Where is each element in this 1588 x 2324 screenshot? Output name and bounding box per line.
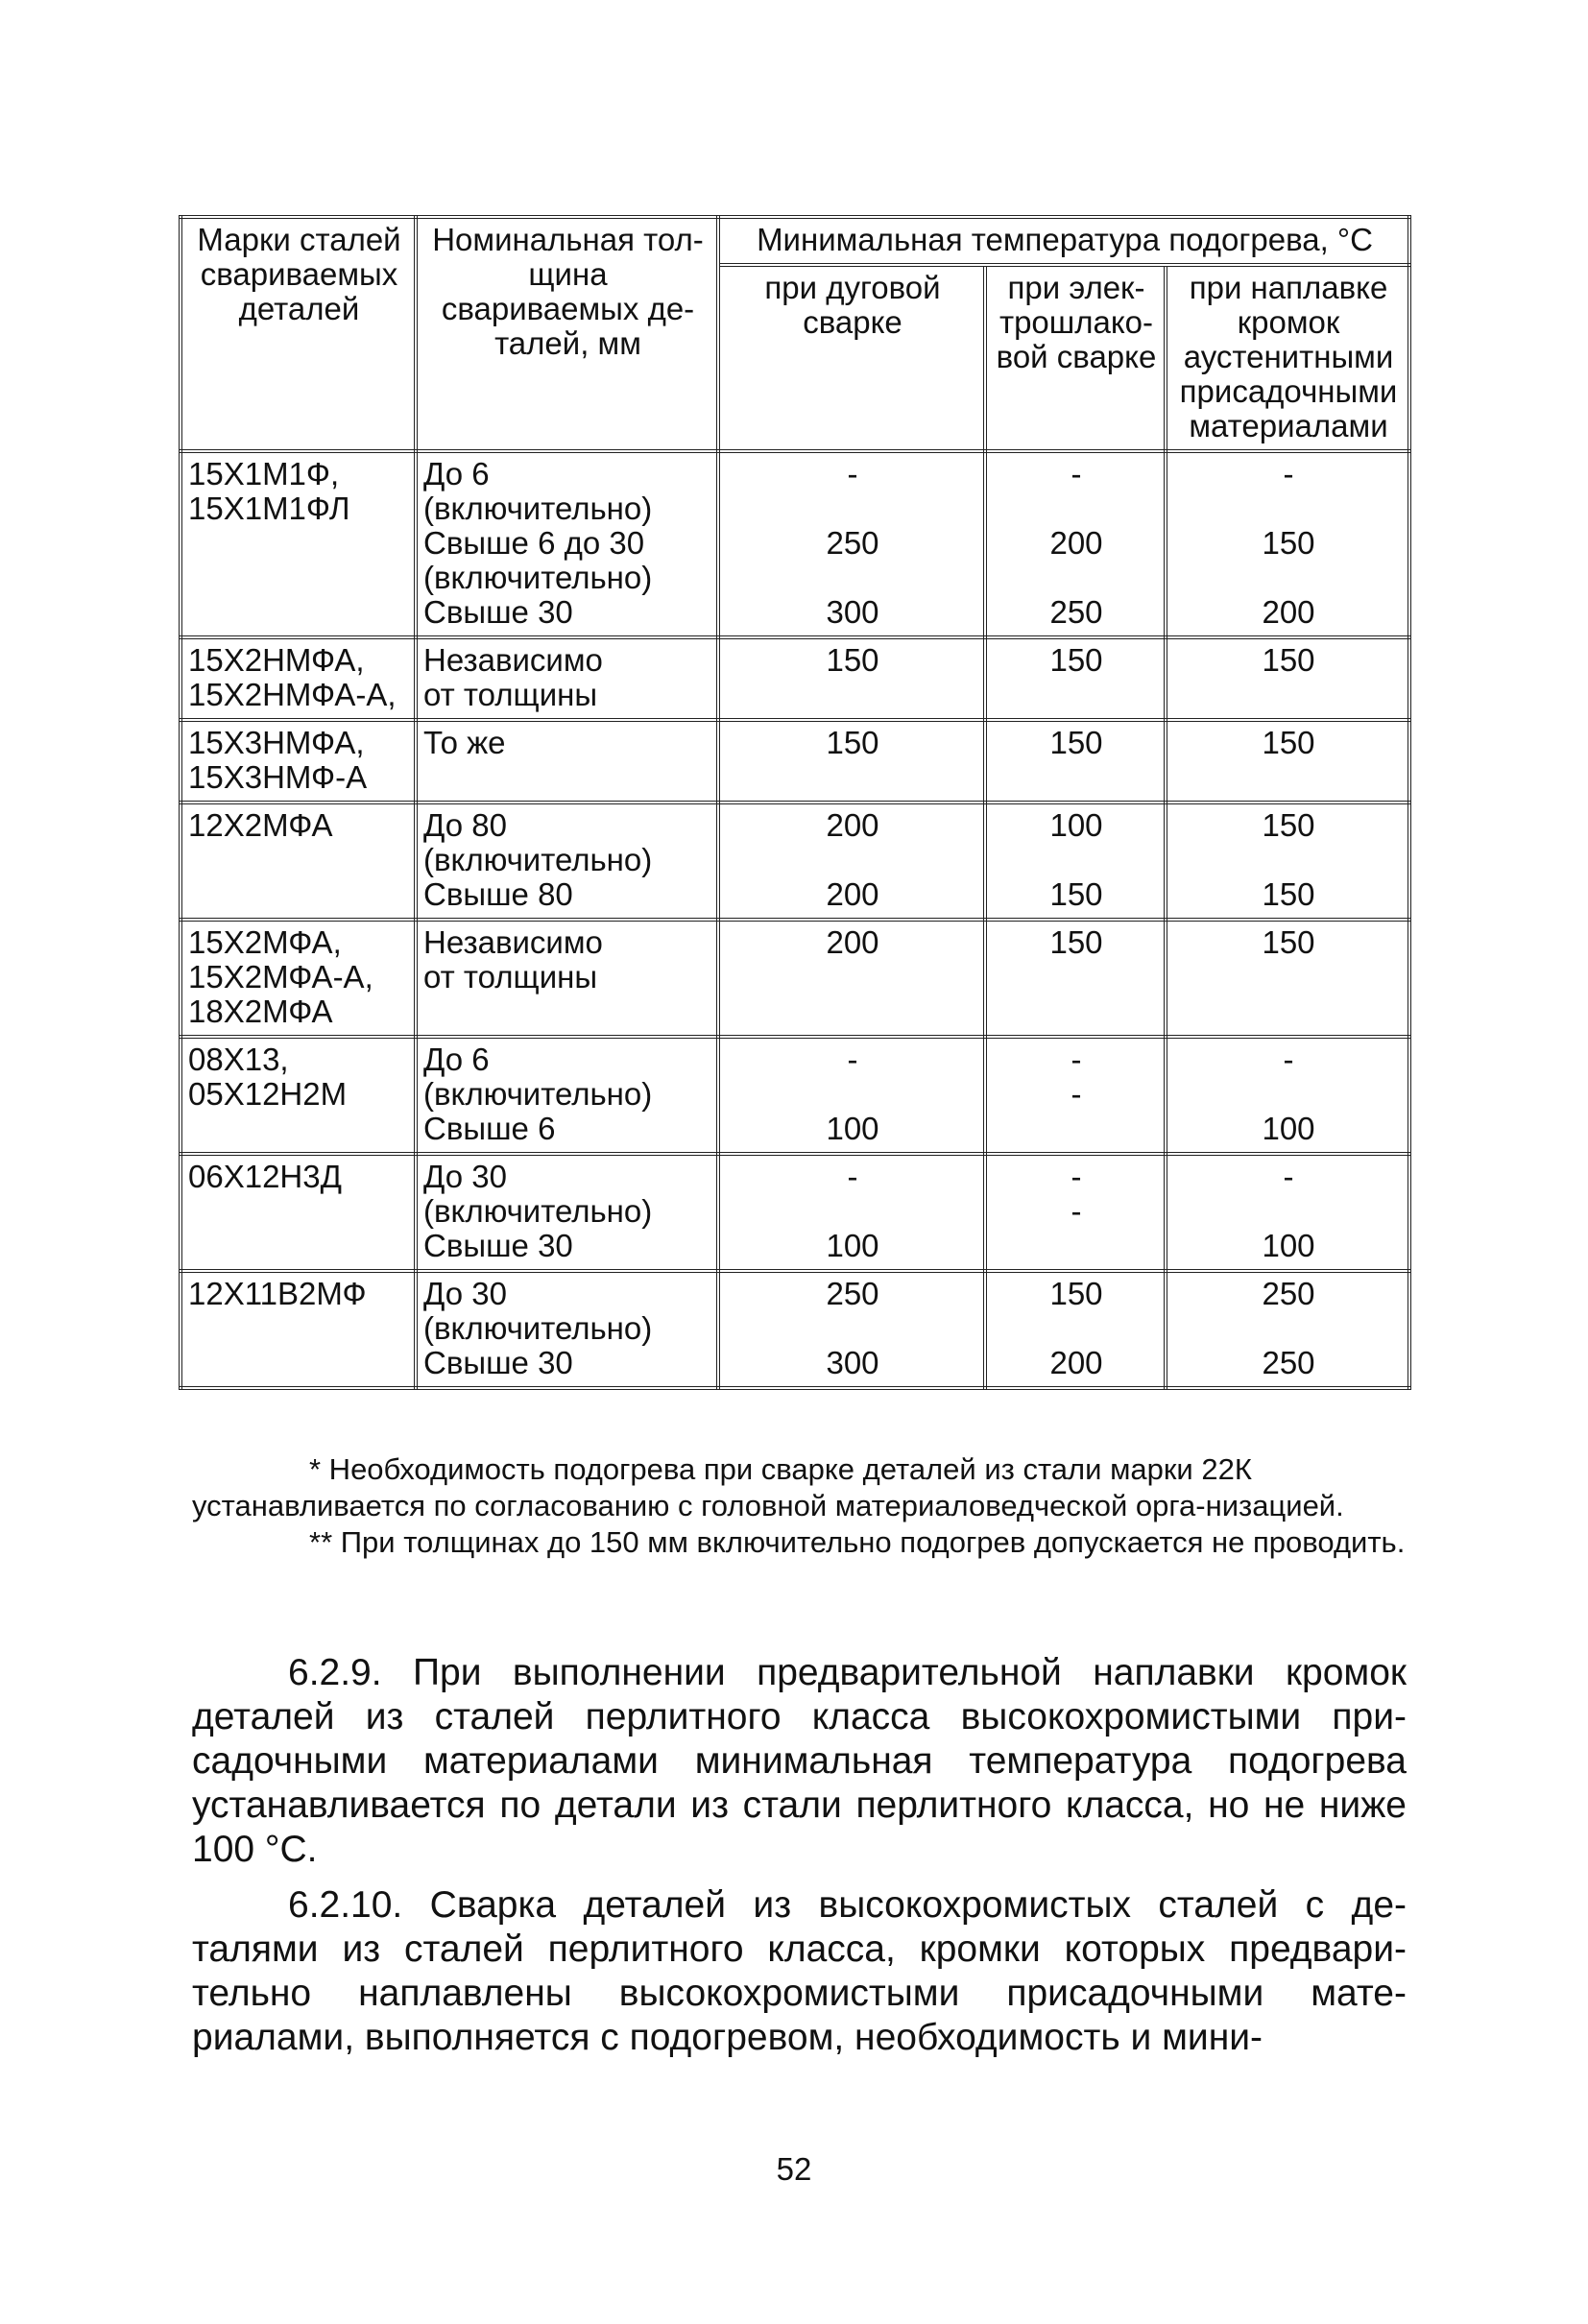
cell-text-line: 15Х2НМФА-А, (188, 677, 397, 712)
cell-text-line: 12Х11В2МФ (188, 1276, 367, 1311)
temperature-value: 150 (1049, 1276, 1103, 1311)
temperature-value: 100 (826, 1111, 879, 1146)
header-arc-welding: при дуговой сварке (718, 265, 985, 451)
cell-text-line: от толщины (423, 677, 598, 712)
arc-temp-cell (718, 920, 985, 1037)
temperature-value: 150 (1049, 876, 1103, 912)
preheat-table (179, 215, 1411, 1390)
arc-temp-cell (718, 1271, 985, 1388)
cell-text-line: До 6 (423, 456, 490, 491)
temperature-value: - (1071, 1193, 1082, 1229)
temperature-value: 300 (826, 1345, 879, 1380)
cell-text-line: (включительно) (423, 560, 653, 595)
temperature-value: - (1071, 1076, 1082, 1112)
footnote-2: ** При толщинах до 150 мм включительно подогрев допускается не проводить. (309, 1525, 1406, 1559)
steel-grade-cell (180, 920, 416, 1037)
cell-text-line: (включительно) (423, 1310, 653, 1346)
temperature-value (726, 1194, 979, 1229)
cell-text-line: Свыше 6 (423, 1111, 556, 1146)
header-electroslag-welding: при элек- трошлако- вой сварке (985, 265, 1166, 451)
table-row (180, 1037, 1409, 1154)
cell-text-line: (включительно) (423, 842, 653, 877)
temperature-value: 200 (826, 807, 879, 843)
arc-temp-cell (718, 1037, 985, 1154)
temperature-value (993, 1229, 1160, 1263)
cladding-temp-cell (1166, 720, 1409, 803)
thickness-cell (416, 1271, 718, 1388)
paragraph-6-2-10: 6.2.10. Сварка деталей из высокохромистых сталей с де-талями из сталей перлитного класса, кромки которых предвари-тельно наплавлены высокохромистыми присадочными мате-риалами, выполняется с подогревом, необходимость и мини- (192, 1884, 1407, 2058)
temperature-value (993, 561, 1160, 595)
temperature-value: 250 (1262, 1276, 1315, 1311)
footnote-1: * Необходимость подогрева при сварке деталей из стали марки 22К устанавливается по согласованию с головной материаловедческой орга-низацией. (192, 1452, 1344, 1522)
thickness-cell (416, 920, 718, 1037)
temperature-value: - (1071, 456, 1082, 491)
cell-text-line: Независимо (423, 924, 603, 960)
steel-grade-cell (180, 637, 416, 720)
electroslag-temp-cell (985, 1037, 1166, 1154)
thickness-cell (416, 803, 718, 920)
temperature-value: 100 (1262, 1228, 1315, 1263)
electroslag-temp-cell (985, 451, 1166, 637)
thickness-cell (416, 637, 718, 720)
header-steel-grade: Марки сталей свариваемых деталей (180, 217, 416, 451)
temperature-value: 100 (1049, 807, 1103, 843)
temperature-value: 150 (1049, 725, 1103, 760)
cladding-temp-cell (1166, 1154, 1409, 1271)
cell-text-line: 08Х13, (188, 1042, 289, 1077)
temperature-value: 200 (1262, 594, 1315, 630)
arc-temp-cell (718, 1154, 985, 1271)
cell-text-line: 18Х2МФА (188, 994, 333, 1029)
cell-text-line: 15Х2МФА-А, (188, 959, 373, 994)
electroslag-temp-cell (985, 1154, 1166, 1271)
temperature-value (1173, 843, 1404, 877)
temperature-value: 250 (1049, 594, 1103, 630)
cladding-temp-cell (1166, 637, 1409, 720)
arc-temp-cell (718, 803, 985, 920)
temperature-value: - (847, 456, 858, 491)
temperature-value: 150 (1262, 642, 1315, 678)
electroslag-temp-cell (985, 637, 1166, 720)
temperature-value (726, 561, 979, 595)
header-edge-cladding: при наплавке кромок аустенитными присадочными материалами (1166, 265, 1409, 451)
temperature-value: 150 (826, 725, 879, 760)
electroslag-temp-cell (985, 1271, 1166, 1388)
temperature-value: - (847, 1042, 858, 1077)
table-footnotes (192, 1451, 1407, 1561)
steel-grade-cell (180, 1037, 416, 1154)
table-row (180, 1271, 1409, 1388)
table-row (180, 720, 1409, 803)
cladding-temp-cell (1166, 1037, 1409, 1154)
cell-text-line: 15Х2МФА, (188, 924, 342, 960)
cell-text-line: (включительно) (423, 1193, 653, 1229)
cladding-temp-cell (1166, 1271, 1409, 1388)
temperature-value: 200 (1049, 525, 1103, 561)
temperature-value (726, 1311, 979, 1346)
temperature-value: 250 (826, 1276, 879, 1311)
cell-text-line: До 30 (423, 1276, 507, 1311)
temperature-value: 100 (826, 1228, 879, 1263)
table-row (180, 803, 1409, 920)
arc-temp-cell (718, 451, 985, 637)
paragraph-6-2-9: 6.2.9. При выполнении предварительной наплавки кромок деталей из сталей перлитного класса высокохромистыми при-садочными материалами минимальная температура подогрева устанавливается по детали из стали перлитного класса, но не ниже 100 °С. (192, 1652, 1407, 1870)
cell-text-line: (включительно) (423, 491, 653, 526)
thickness-cell (416, 451, 718, 637)
temperature-value (1173, 491, 1404, 526)
temperature-value (726, 843, 979, 877)
cell-text-line: До 30 (423, 1159, 507, 1194)
temperature-value: - (1071, 1042, 1082, 1077)
body-text (192, 1651, 1407, 2072)
cell-text-line: (включительно) (423, 1076, 653, 1112)
cell-text-line: 15Х3НМФ-А (188, 759, 368, 795)
table-row (180, 637, 1409, 720)
cell-text-line: До 6 (423, 1042, 490, 1077)
temperature-value: 150 (1049, 642, 1103, 678)
temperature-value (726, 491, 979, 526)
electroslag-temp-cell (985, 920, 1166, 1037)
temperature-value: - (1283, 456, 1294, 491)
temperature-value: 150 (1262, 525, 1315, 561)
cell-text-line: То же (423, 725, 506, 760)
steel-grade-cell (180, 1154, 416, 1271)
cell-text-line: Свыше 30 (423, 594, 573, 630)
electroslag-temp-cell (985, 720, 1166, 803)
temperature-value: 200 (826, 924, 879, 960)
temperature-value: 200 (826, 876, 879, 912)
temperature-value (726, 1077, 979, 1112)
thickness-cell (416, 1037, 718, 1154)
cell-text-line: 06Х12Н3Д (188, 1159, 342, 1194)
cladding-temp-cell (1166, 920, 1409, 1037)
temperature-value: 150 (1262, 876, 1315, 912)
steel-grade-cell (180, 803, 416, 920)
temperature-value: - (847, 1159, 858, 1194)
cell-text-line: 05Х12Н2М (188, 1076, 348, 1112)
temperature-value: 150 (1049, 924, 1103, 960)
temperature-value: 150 (826, 642, 879, 678)
table-row (180, 920, 1409, 1037)
header-min-temperature: Минимальная температура подогрева, °С (718, 217, 1409, 265)
thickness-cell (416, 1154, 718, 1271)
cell-text-line: Свыше 30 (423, 1228, 573, 1263)
thickness-cell (416, 720, 718, 803)
table-row (180, 451, 1409, 637)
cell-text-line: Свыше 6 до 30 (423, 525, 645, 561)
cell-text-line: Независимо (423, 642, 603, 678)
temperature-value (993, 1112, 1160, 1146)
temperature-value (993, 1311, 1160, 1346)
temperature-value (1173, 1194, 1404, 1229)
cell-text-line: 15Х2НМФА, (188, 642, 365, 678)
cell-text-line: от толщины (423, 959, 598, 994)
cell-text-line: 15Х1М1Ф, (188, 456, 340, 491)
temperature-value: 150 (1262, 807, 1315, 843)
temperature-value: 150 (1262, 725, 1315, 760)
temperature-value (993, 491, 1160, 526)
temperature-value: - (1283, 1042, 1294, 1077)
steel-grade-cell (180, 451, 416, 637)
cell-text-line: Свыше 80 (423, 876, 573, 912)
temperature-value: 100 (1262, 1111, 1315, 1146)
temperature-value: 200 (1049, 1345, 1103, 1380)
arc-temp-cell (718, 637, 985, 720)
temperature-value: 250 (826, 525, 879, 561)
arc-temp-cell (718, 720, 985, 803)
header-thickness: Номинальная тол- щина свариваемых де- талей, мм (416, 217, 718, 451)
cell-text-line: Свыше 30 (423, 1345, 573, 1380)
steel-grade-cell (180, 1271, 416, 1388)
table-row (180, 1154, 1409, 1271)
steel-grade-cell (180, 720, 416, 803)
temperature-value: - (1071, 1159, 1082, 1194)
cladding-temp-cell (1166, 803, 1409, 920)
cell-text-line: 12Х2МФА (188, 807, 333, 843)
temperature-value: 250 (1262, 1345, 1315, 1380)
electroslag-temp-cell (985, 803, 1166, 920)
table-header-row (180, 217, 1409, 265)
temperature-value (993, 843, 1160, 877)
cell-text-line: 15Х1М1ФЛ (188, 491, 350, 526)
temperature-value (1173, 1077, 1404, 1112)
temperature-value: - (1283, 1159, 1294, 1194)
temperature-value (1173, 561, 1404, 595)
cell-text-line: 15Х3НМФА, (188, 725, 365, 760)
temperature-value (1173, 1311, 1404, 1346)
cladding-temp-cell (1166, 451, 1409, 637)
page-number: 52 (776, 2151, 812, 2187)
temperature-value: 300 (826, 594, 879, 630)
temperature-value: 150 (1262, 924, 1315, 960)
cell-text-line: До 80 (423, 807, 507, 843)
